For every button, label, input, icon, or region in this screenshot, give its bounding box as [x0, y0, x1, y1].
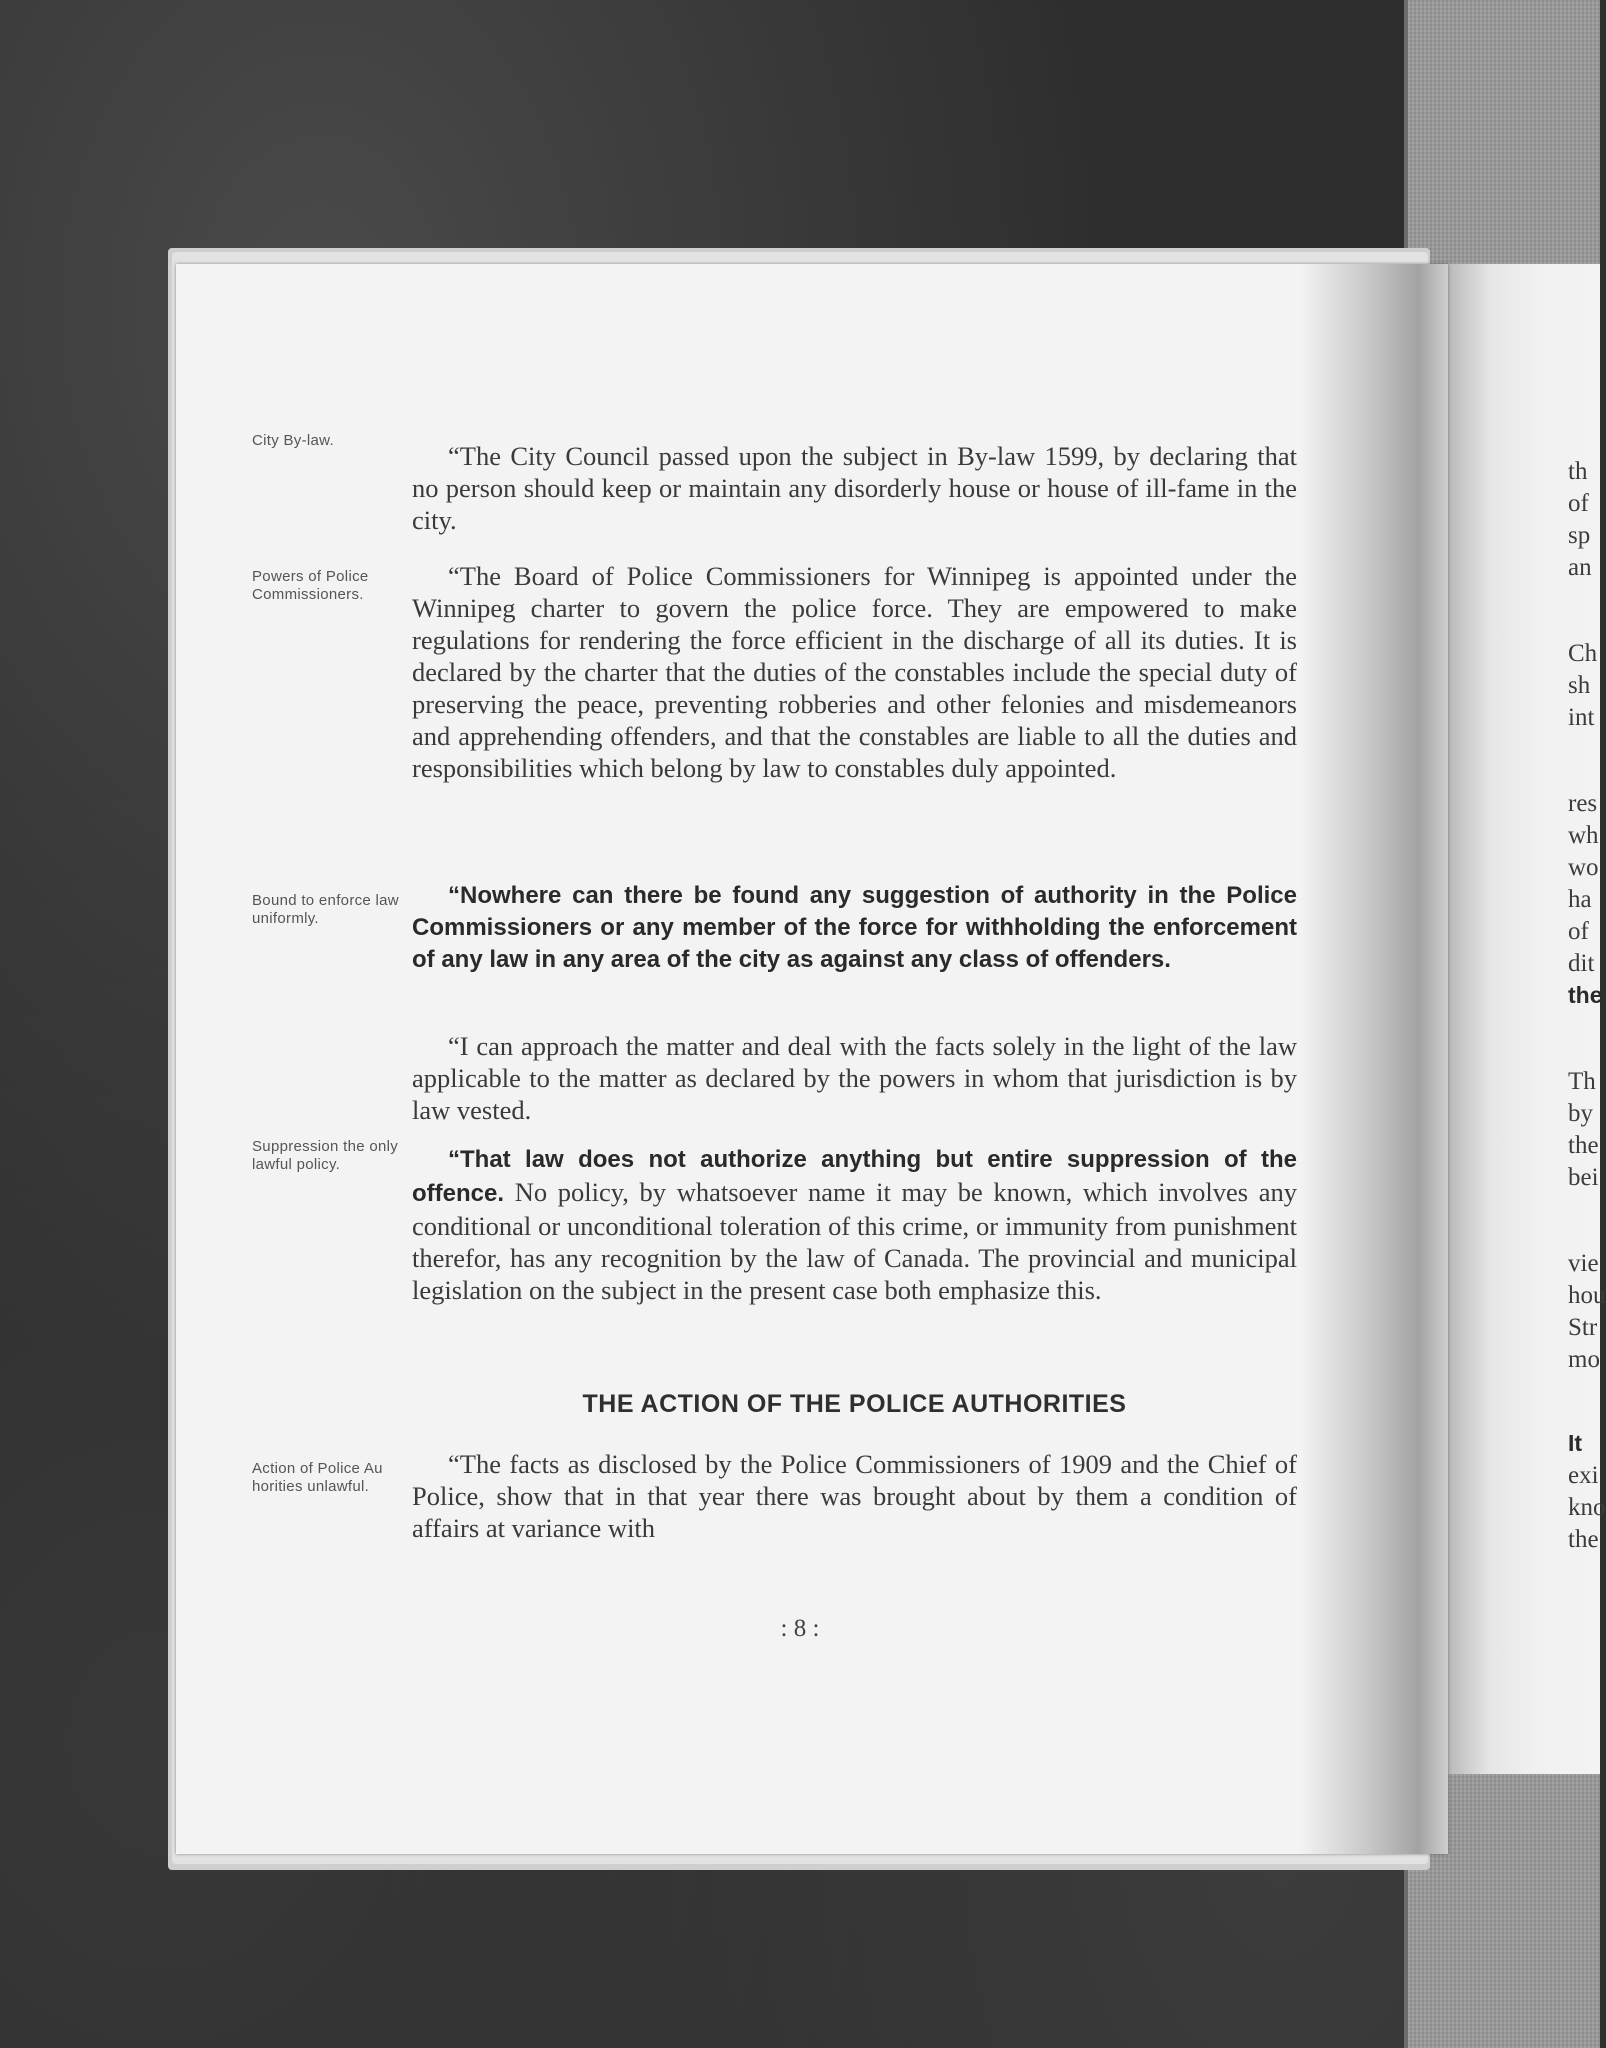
page-gutter-shadow	[1300, 264, 1448, 1854]
facing-page-fragment: kno	[1568, 1494, 1606, 1521]
paragraph-powers: “The Board of Police Commissioners for Winnipeg is appointed under the Winnipeg charter to govern the police force. They are empowered to make regulations for rendering the force efficient in the discharge of all its duties. It is declared by the charter that the duties of the constables include the special duty of preserving the peace, preventing robberies and other felonies and misdemeanors and apprehending offenders, and that the constables are liable to all the duties and responsibilities which belong by law to constables duly appointed.	[412, 561, 1297, 783]
facing-page-fragment: res	[1568, 790, 1598, 817]
margin-note-action: Action of Police Au horities unlawful.	[252, 1460, 383, 1495]
facing-page-fragment: mo	[1568, 1346, 1600, 1373]
margin-note-city-bylaw: City By-law.	[252, 432, 334, 449]
facing-page-fragment: hou	[1568, 1282, 1606, 1309]
facing-page-fragment: bei	[1568, 1164, 1599, 1191]
facing-page-fragment: Th	[1568, 1068, 1596, 1095]
suppression-bold-text: “That law does not authorize anything but entire suppression of the offence.	[412, 1146, 1297, 1207]
facing-page-fragment: the	[1568, 1132, 1599, 1159]
paragraph-bound: “Nowhere can there be found any suggestion of authority in the Police Commissioners or any member of the force for withholding the enforcement of any law in any area of the city as against any class of offenders.	[412, 882, 1297, 973]
paragraph-suppression: “That law does not authorize anything but entire suppression of the offence. No policy, by whatsoever name it may be known, which involves any conditional or unconditional toleration of this crime, or immunity from punishment therefor, has any recognition by the law of Canada. The provincial and municipal legislation on the subject in the present case both emphasize this.	[412, 1146, 1297, 1305]
section-heading: THE ACTION OF THE POLICE AUTHORITIES	[582, 1390, 1127, 1418]
margin-note-suppression: Suppression the only lawful policy.	[252, 1138, 399, 1173]
paragraph-approach: “I can approach the matter and deal with the facts solely in the light of the law applicable to the matter as declared by the powers in whom that jurisdiction is by law vested.	[412, 1031, 1297, 1125]
facing-page-fragment: wh	[1568, 822, 1599, 849]
facing-page-fragment: sh	[1568, 672, 1591, 699]
facing-page-fragment: sp	[1568, 522, 1591, 549]
paragraph-city-bylaw: “The City Council passed upon the subject in By-law 1599, by declaring that no person should keep or maintain any disorderly house or house of ill-fame in the city.	[412, 441, 1297, 535]
margin-note-bound: Bound to enforce law uniformly.	[252, 892, 399, 927]
page-number: : 8 :	[780, 1615, 820, 1642]
facing-page-fragment: the	[1568, 1526, 1599, 1553]
margin-note-powers: Powers of Police Commissioners.	[252, 568, 369, 603]
facing-page-fragment: ha	[1568, 886, 1592, 913]
facing-page-fragment: vie	[1568, 1250, 1599, 1277]
facing-page-fragment: of	[1568, 490, 1589, 517]
facing-page-fragment: wo	[1568, 854, 1599, 881]
facing-page-fragment: dit	[1568, 950, 1595, 977]
facing-page-fragment: by	[1568, 1100, 1593, 1127]
facing-page-fragment: It	[1568, 1430, 1583, 1456]
facing-page-fragment: exi	[1568, 1462, 1599, 1489]
facing-page-fragment: the	[1568, 982, 1603, 1008]
facing-page-fragment: Str	[1568, 1314, 1598, 1341]
paragraph-action: “The facts as disclosed by the Police Commissioners of 1909 and the Chief of Police, show that in that year there was brought about by them a condition of affairs at variance with	[412, 1449, 1297, 1543]
facing-page-fragment: of	[1568, 918, 1589, 945]
facing-page-fragment: Ch	[1568, 640, 1598, 667]
facing-page-fragment: an	[1568, 554, 1592, 581]
facing-page-fragment: th	[1568, 458, 1588, 485]
facing-page-fragment: int	[1568, 704, 1595, 731]
